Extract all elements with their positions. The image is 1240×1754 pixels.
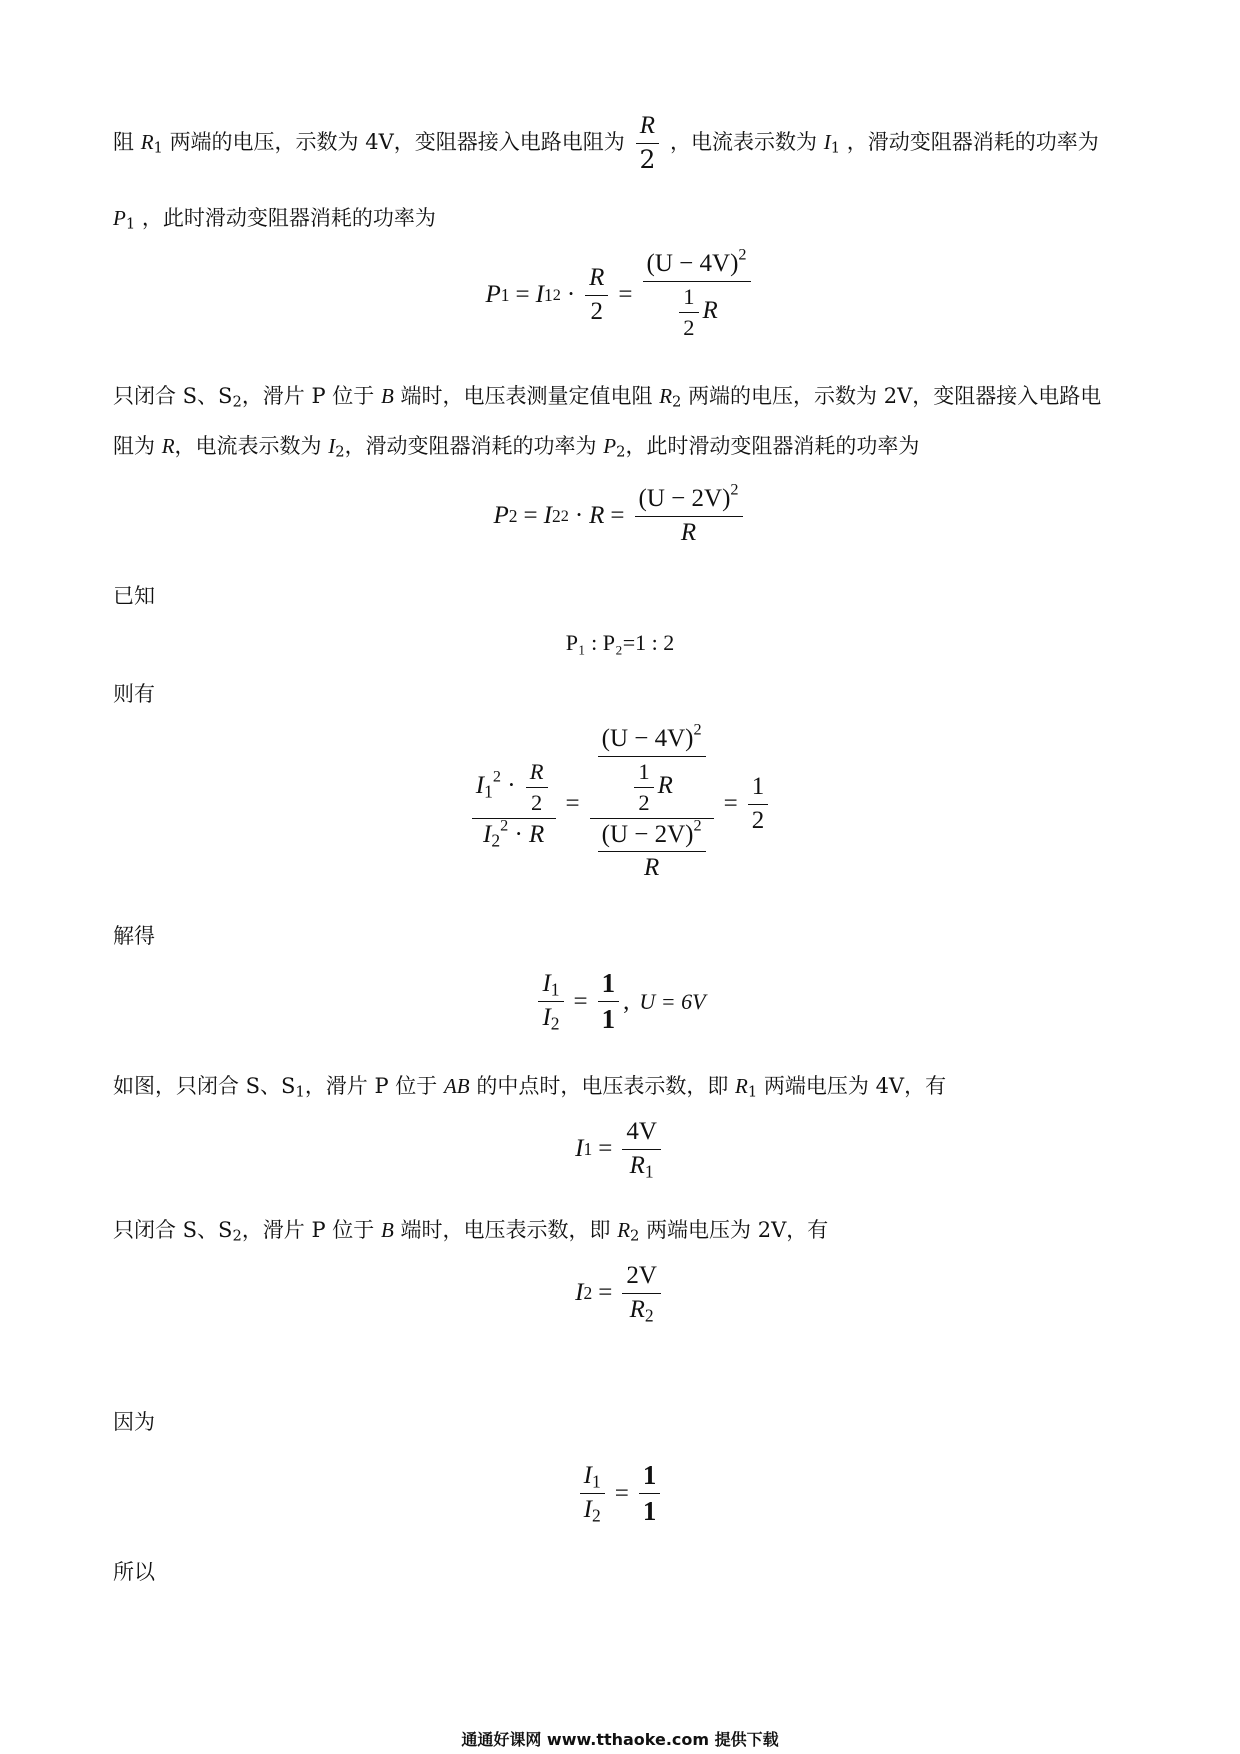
subscript: 1 — [644, 1161, 654, 1182]
equals: = — [618, 281, 633, 309]
fraction-lower — [598, 816, 706, 884]
equals: = — [573, 987, 588, 1015]
equation-i2: I 2 = $\frac{2V}{R_2}$ — [0, 1262, 1240, 1325]
equals: = — [598, 1135, 613, 1163]
paragraph-8 — [113, 1068, 1123, 1104]
subscript: 2 — [630, 1227, 640, 1245]
paragraph-4 — [113, 428, 1123, 464]
denominator — [590, 816, 714, 884]
numerator: 1 — [748, 773, 769, 805]
symbol-r: R — [161, 434, 175, 458]
text: ，电流表示数为 — [174, 434, 322, 458]
numerator: 1 — [679, 284, 698, 313]
text: 两端的电压，示数为 2V，变阻器接入电路电 — [688, 384, 1102, 408]
symbol-r: R — [657, 771, 673, 799]
paragraph-9 — [113, 1212, 1123, 1248]
fraction-r-over-2 — [635, 112, 659, 175]
text: ，滑动变阻器消耗的功率为 — [344, 434, 597, 458]
denominator: 2 — [638, 789, 650, 815]
subscript: 2 — [232, 1227, 242, 1245]
symbol-b: B — [380, 1218, 394, 1242]
subscript: 2 — [232, 393, 242, 411]
subscript: 2 — [616, 443, 626, 461]
equals: = — [565, 790, 580, 817]
fraction-2v-r2 — [622, 1262, 661, 1325]
subscript: 1 — [830, 139, 841, 157]
fraction-middle — [590, 720, 714, 883]
page-footer: 通通好课网 www.tthaoke.com 提供下载 — [461, 1730, 779, 1749]
symbol-r: R — [617, 1218, 631, 1242]
solution-u: U = 6V — [639, 988, 706, 1014]
symbol-r: R — [629, 1295, 645, 1323]
fraction-r-over-2 — [585, 264, 608, 327]
superscript: 2 — [693, 816, 702, 835]
subscript: 2 — [550, 1013, 560, 1034]
comma: , — [623, 987, 630, 1015]
text: 两端的电压，示数为 4V，变阻器接入电路电阻为 — [169, 129, 625, 154]
text: 端时，电压表测量定值电阻 — [400, 384, 653, 408]
symbol-p: P — [113, 206, 126, 230]
subscript: 2 — [672, 393, 682, 411]
equation-solution — [0, 968, 1240, 1035]
symbol-i: I — [535, 281, 544, 309]
text: 因为 — [113, 1410, 155, 1434]
symbol-i: I — [583, 1462, 592, 1490]
numerator: R — [526, 759, 548, 788]
text: ，滑片 P 位于 — [241, 1218, 375, 1242]
text: ，电流表示数为 — [670, 129, 818, 154]
paragraph-2 — [113, 200, 1123, 236]
paragraph-therefore — [113, 1554, 1123, 1590]
symbol-b: B — [380, 384, 394, 408]
paragraph-solve — [113, 918, 1123, 954]
text: 的中点时，电压表示数，即 — [476, 1074, 729, 1098]
symbol-i: I — [542, 970, 551, 998]
symbol-i: I — [482, 820, 492, 848]
fraction-one-one — [639, 1460, 661, 1527]
numerator: R — [636, 112, 659, 144]
equals: = — [598, 1279, 613, 1307]
numerator: 4V — [622, 1118, 661, 1150]
symbol-i: I — [328, 434, 336, 458]
paragraph-because — [113, 1404, 1123, 1440]
equation-ratio-currents — [0, 1460, 1240, 1527]
denominator — [479, 816, 548, 850]
paragraph-3 — [113, 378, 1123, 414]
symbol-r: R — [735, 1074, 748, 1098]
text: 如图，只闭合 S、S — [113, 1074, 296, 1098]
fraction-half — [634, 759, 653, 816]
equals: = — [515, 281, 530, 309]
denominator: R — [680, 518, 697, 546]
numerator — [472, 759, 556, 819]
fraction-power — [643, 245, 751, 341]
numerator — [643, 245, 751, 282]
text: 只闭合 S、S — [113, 384, 233, 408]
symbol-r: R — [589, 502, 605, 530]
text: ，此时滑动变阻器消耗的功率为 — [625, 434, 920, 458]
dot: · — [566, 281, 576, 309]
subscript: 2 — [335, 443, 345, 461]
equals: = — [614, 1479, 629, 1507]
numerator — [580, 1462, 605, 1494]
equation-i1: I 1 = $\frac{4V}{R_1}$ — [0, 1118, 1240, 1181]
equals: = — [723, 790, 738, 817]
denominator: 2 — [531, 789, 543, 815]
numerator — [598, 720, 706, 757]
symbol-i: I — [475, 771, 485, 799]
denominator: 2 — [751, 806, 765, 834]
text: 则有 — [113, 682, 155, 706]
numerator — [598, 816, 706, 853]
subscript: 1 — [295, 1083, 305, 1101]
paragraph-1 — [113, 112, 1123, 175]
fraction-4v-r1 — [622, 1118, 661, 1181]
subscript: 1 — [484, 781, 493, 802]
symbol-p: P — [493, 502, 509, 530]
superscript: 2 — [693, 720, 702, 739]
equation-ratio — [0, 630, 1240, 656]
denominator: 2 — [590, 297, 604, 325]
text: 解得 — [113, 924, 155, 948]
denominator — [671, 282, 722, 341]
symbol-p: P — [603, 434, 617, 458]
numerator: 1 — [634, 759, 653, 788]
subscript: 2 — [591, 1505, 601, 1526]
text: 端时，电压表示数，即 — [400, 1218, 611, 1242]
text: 两端电压为 4V，有 — [763, 1074, 947, 1098]
ratio-text: P₁ : P₂=1 : 2 — [565, 630, 675, 655]
dot: · — [514, 820, 523, 848]
numerator — [635, 480, 743, 517]
subscript: 1 — [153, 139, 163, 157]
equation-compound — [0, 720, 1240, 883]
equation-p1: P 1 = I 1 2 · $\frac{R}{2}$ = $(U - 4V)^2$ $\frac{1}{2}$ R — [0, 250, 1240, 341]
equation-p2: P 2 = I 2 2 · R = $\frac{(U - 2V)^2}{R}$ — [0, 485, 1240, 548]
symbol-ab: AB — [443, 1074, 470, 1098]
symbol-i: I — [823, 129, 831, 154]
symbol-r: R — [702, 296, 718, 324]
superscript: 2 — [738, 245, 747, 264]
subscript: 1 — [591, 1471, 601, 1492]
superscript: 2 — [492, 767, 501, 786]
symbol-i: I — [575, 1135, 584, 1163]
superscript: 2 — [500, 816, 509, 835]
numerator: 1 — [639, 1460, 661, 1494]
text: ，此时滑动变阻器消耗的功率为 — [141, 206, 436, 230]
dot: · — [574, 502, 584, 530]
paragraph-known — [113, 578, 1123, 614]
subscript: 1 — [550, 979, 560, 1000]
subscript: 1 — [747, 1083, 758, 1101]
equals: = — [523, 502, 538, 530]
denominator: R — [643, 854, 660, 882]
numerator — [590, 720, 714, 819]
denominator — [580, 1494, 605, 1525]
symbol-i: I — [575, 1279, 584, 1307]
denominator: 2 — [683, 314, 695, 340]
subscript: 1 — [125, 215, 136, 233]
text: 只闭合 S、S — [113, 1218, 233, 1242]
denominator: 2 — [639, 144, 656, 174]
fraction-one-one — [598, 968, 620, 1035]
fraction-i1-i2 — [580, 1462, 605, 1525]
numerator: R — [585, 264, 608, 296]
symbol-i: I — [542, 1004, 551, 1032]
fraction-one-half — [748, 773, 769, 836]
expression: (U − 4V) — [601, 725, 694, 752]
fraction-left — [472, 759, 556, 850]
text: ，滑片 P 位于 — [241, 384, 375, 408]
equals: = — [610, 502, 625, 530]
text: 阻 — [113, 129, 134, 154]
text: ，滑动变阻器消耗的功率为 — [846, 129, 1099, 154]
denominator: 1 — [642, 1496, 657, 1527]
symbol-i: I — [583, 1496, 592, 1524]
symbol-r: R — [529, 820, 545, 848]
numerator — [538, 970, 563, 1002]
text: 所以 — [113, 1560, 155, 1584]
expression: (U − 2V) — [638, 485, 731, 512]
subscript: 2 — [644, 1305, 654, 1326]
symbol-i: I — [543, 502, 552, 530]
denominator — [626, 757, 677, 816]
numerator: 1 — [598, 968, 620, 1002]
dot: · — [507, 771, 516, 799]
numerator: 2V — [622, 1262, 661, 1294]
paragraph-then — [113, 676, 1123, 712]
symbol-r: R — [659, 384, 673, 408]
denominator — [626, 1150, 658, 1181]
symbol-r: R — [140, 129, 154, 154]
fraction-r-over-2 — [526, 759, 548, 816]
text: ，滑片 P 位于 — [304, 1074, 438, 1098]
expression: (U − 2V) — [601, 820, 694, 848]
fraction-half — [679, 284, 698, 341]
fraction-power — [635, 480, 743, 548]
denominator — [538, 1002, 563, 1033]
symbol-p: P — [485, 281, 501, 309]
fraction-i1-i2 — [538, 970, 563, 1033]
symbol-r: R — [629, 1151, 645, 1179]
text: 两端电压为 2V，有 — [646, 1218, 829, 1242]
denominator — [626, 1294, 658, 1325]
subscript: 2 — [491, 829, 501, 850]
superscript: 2 — [730, 480, 739, 499]
fraction-upper — [598, 720, 706, 816]
denominator: 1 — [601, 1004, 616, 1035]
text: 阻为 — [113, 434, 155, 458]
text: 已知 — [113, 584, 155, 608]
expression: (U − 4V) — [646, 250, 739, 277]
